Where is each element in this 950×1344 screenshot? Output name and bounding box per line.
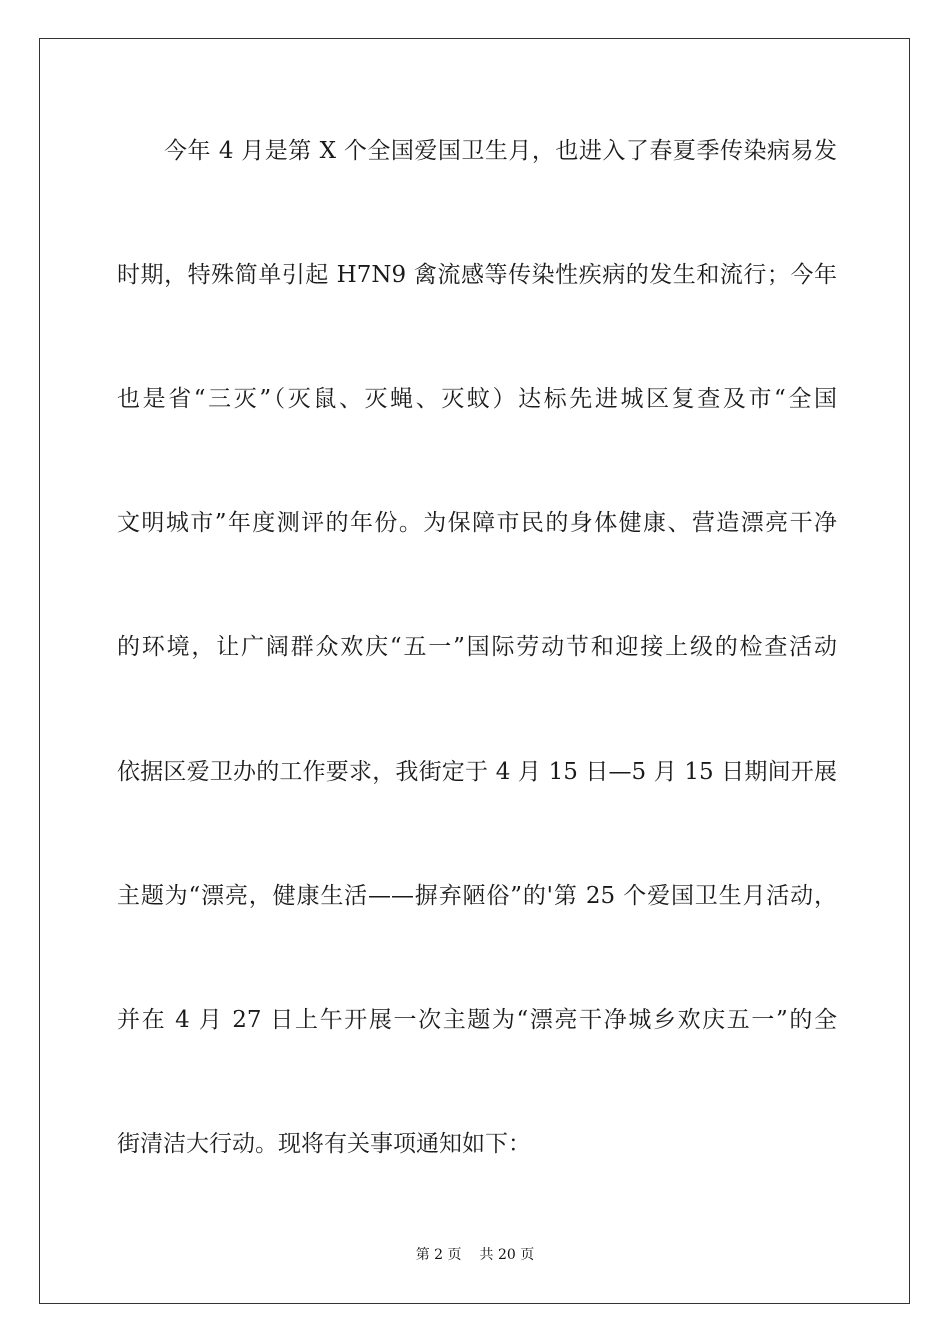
- paragraph-line: 主题为“漂亮，健康生活——摒弃陋俗”的'第 25 个爱国卫生月活动，: [117, 883, 837, 909]
- paragraph-line: 文明城市”年度测评的年份。为保障市民的身体健康、营造漂亮干净: [117, 510, 837, 536]
- paragraph-line: 今年 4 月是第 X 个全国爱国卫生月，也进入了春夏季传染病易发: [164, 138, 837, 164]
- paragraph-line: 也是省“三灭”（灭鼠、灭蝇、灭蚊）达标先进城区复查及市“全国: [117, 386, 837, 412]
- page-number: 第 2 页: [415, 1247, 462, 1263]
- paragraph-line: 并在 4 月 27 日上午开展一次主题为“漂亮干净城乡欢庆五一”的全: [117, 1007, 837, 1033]
- total-pages: 共 20 页: [479, 1247, 535, 1263]
- paragraph-line: 的环境，让广阔群众欢庆“五一”国际劳动节和迎接上级的检查活动: [117, 634, 837, 660]
- page-border: [39, 38, 910, 1304]
- paragraph-line: 街清洁大行动。现将有关事项通知如下：: [117, 1131, 531, 1157]
- paragraph-line: 时期，特殊简单引起 H7N9 禽流感等传染性疾病的发生和流行；今年: [117, 262, 837, 288]
- page-footer: [0, 1245, 950, 1265]
- paragraph-line: 依据区爱卫办的工作要求，我街定于 4 月 15 日—5 月 15 日期间开展: [117, 759, 837, 785]
